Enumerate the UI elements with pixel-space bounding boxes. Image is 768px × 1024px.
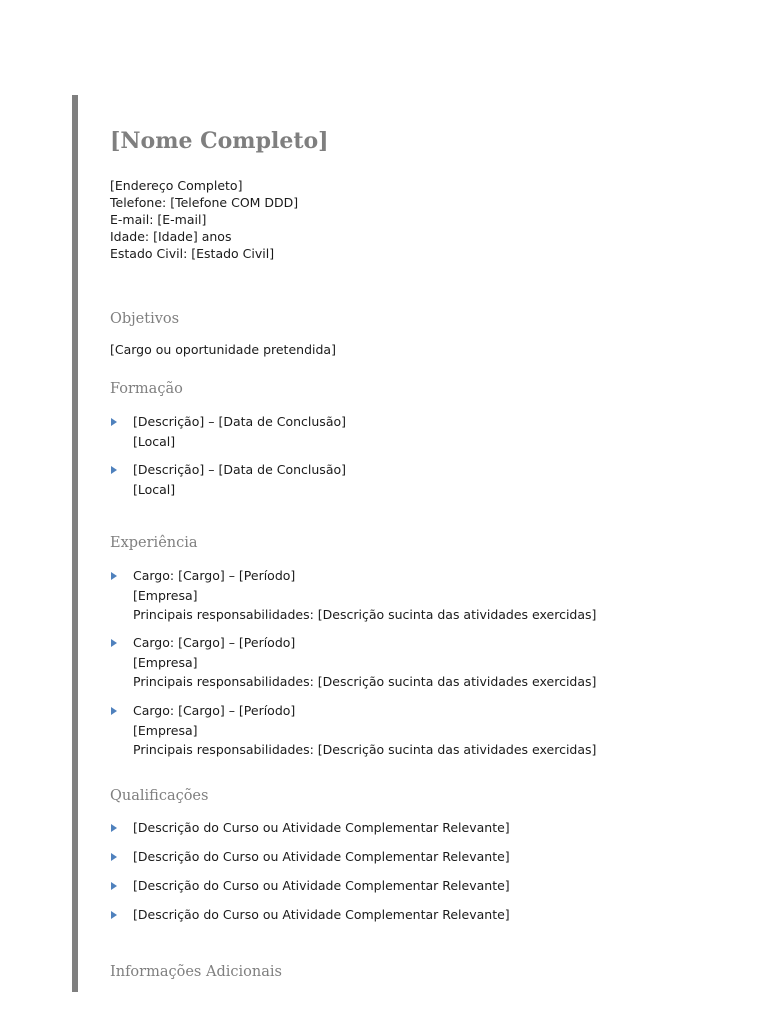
qualificacao-text: [Descrição do Curso ou Atividade Complementar Relevante] xyxy=(133,849,510,864)
contact-block xyxy=(110,177,298,262)
formacao-description: [Descrição] – [Data de Conclusão] xyxy=(133,414,347,429)
section-title-qualificacoes: Qualificações xyxy=(110,788,209,804)
section-title-experiencia: Experiência xyxy=(110,535,198,551)
experiencia-role: Cargo: [Cargo] – [Período] xyxy=(133,703,296,718)
qualificacao-text: [Descrição do Curso ou Atividade Complementar Relevante] xyxy=(133,907,510,922)
experiencia-responsibilities: Principais responsabilidades: [Descrição sucinta das atividades exercidas] xyxy=(133,674,597,689)
objetivos-text: [Cargo ou oportunidade pretendida] xyxy=(110,342,336,357)
section-title-objetivos: Objetivos xyxy=(110,311,180,327)
experiencia-role: Cargo: [Cargo] – [Período] xyxy=(133,635,296,650)
triangle-bullet-icon xyxy=(111,882,117,890)
experiencia-role: Cargo: [Cargo] – [Período] xyxy=(133,568,296,583)
section-title-informacoes: Informações Adicionais xyxy=(110,964,282,980)
triangle-bullet-icon xyxy=(111,572,117,580)
formacao-description: [Descrição] – [Data de Conclusão] xyxy=(133,462,347,477)
formacao-location: [Local] xyxy=(133,433,176,449)
triangle-bullet-icon xyxy=(111,466,117,474)
email-line: E-mail: [E-mail] xyxy=(110,212,207,227)
triangle-bullet-icon xyxy=(111,911,117,919)
triangle-bullet-icon xyxy=(111,418,117,426)
experiencia-company: [Empresa] xyxy=(133,587,198,603)
full-name-heading: [Nome Completo] xyxy=(110,128,329,154)
experiencia-responsibilities: Principais responsabilidades: [Descrição sucinta das atividades exercidas] xyxy=(133,742,597,757)
qualificacao-text: [Descrição do Curso ou Atividade Complementar Relevante] xyxy=(133,878,510,893)
triangle-bullet-icon xyxy=(111,824,117,832)
experiencia-responsibilities: Principais responsabilidades: [Descrição sucinta das atividades exercidas] xyxy=(133,607,597,622)
experiencia-company: [Empresa] xyxy=(133,654,198,670)
triangle-bullet-icon xyxy=(111,707,117,715)
qualificacao-text: [Descrição do Curso ou Atividade Complementar Relevante] xyxy=(133,820,510,835)
experiencia-company: [Empresa] xyxy=(133,722,198,738)
section-title-formacao: Formação xyxy=(110,381,183,397)
marital-status-line: Estado Civil: [Estado Civil] xyxy=(110,246,275,261)
formacao-location: [Local] xyxy=(133,481,176,497)
triangle-bullet-icon xyxy=(111,639,117,647)
triangle-bullet-icon xyxy=(111,853,117,861)
side-accent-bar xyxy=(72,95,78,992)
phone-line: Telefone: [Telefone COM DDD] xyxy=(110,195,299,210)
address-line: [Endereço Completo] xyxy=(110,178,243,193)
age-line: Idade: [Idade] anos xyxy=(110,229,232,244)
